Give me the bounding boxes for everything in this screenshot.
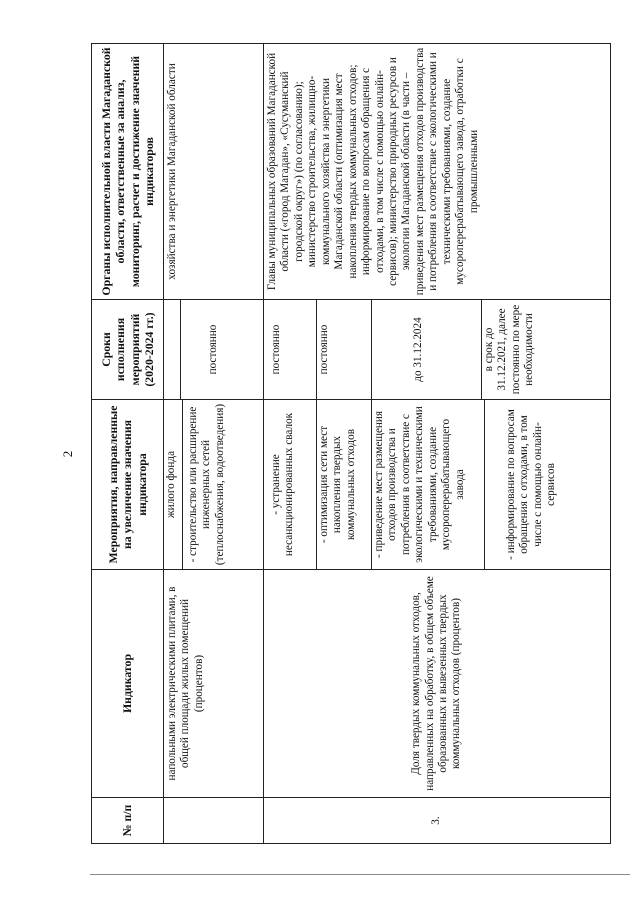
- table-row-continued: [164, 44, 264, 844]
- term-network: постоянно: [316, 300, 371, 399]
- header-bodies: Органы исполнительной власти Магаданской области, ответственные за анализ, мониторинг, расчет и достижение значений индикаторов: [92, 44, 164, 300]
- measure-dumps: - устранение несанкционированных свалок: [270, 412, 296, 557]
- header-indicator: Индикатор: [92, 570, 164, 798]
- cell-terms-prev: [164, 300, 264, 400]
- table-row-3: [264, 44, 611, 844]
- page-number: 2: [60, 450, 75, 458]
- term-disposal: до 31.12.2024: [371, 300, 481, 399]
- cell-indicator-prev: напольными электрическими плитами, в общей площади жилых помещений (процентов): [164, 570, 264, 798]
- term-networks: постоянно: [180, 300, 220, 399]
- header-measures: Мероприятия, направленные на увеличение значения индикатора: [92, 400, 164, 570]
- measure-network: - оптимизация сети мест накопления твердых коммунальных отходов: [316, 400, 371, 569]
- measure-cont: жилого фонда: [165, 450, 177, 519]
- measure-inform: - информирование по вопросам обращения с отходами, в том числе с помощью онлайн-сервисов: [484, 400, 559, 569]
- cell-indicator-3: Доля твердых коммунальных отходов, направленных на обработку, в общем объеме образованных и вывезенных твердых коммунальных отходов (процентов): [264, 570, 611, 798]
- rotated-page: [91, 44, 611, 844]
- cell-measures-prev: [164, 400, 264, 570]
- indicators-table: [91, 43, 611, 844]
- measure-disposal: - приведение мест размещения отходов производства и потребления в соответствие с экологическими и техническими требованиями, создание мусороперерабатывающего завода: [371, 400, 484, 569]
- term-dumps: постоянно: [270, 324, 282, 375]
- header-terms: Сроки исполнения мероприятий (2020-2024 гг.): [92, 300, 164, 400]
- header-num: № п/п: [92, 798, 164, 844]
- cell-terms-3: [264, 300, 611, 400]
- cell-measures-3: [264, 400, 611, 570]
- cell-bodies-prev: хозяйства и энергетики Магаданской области: [164, 44, 264, 300]
- measure-networks: - строительство или расширение инженерных сетей (теплоснабжения, водоотведения): [182, 400, 231, 569]
- term-inform: в срок до 31.12.2021, далее постоянно по мере необходимости: [481, 300, 538, 399]
- page-bottom-line: [90, 874, 630, 875]
- cell-bodies-3: Главы муниципальных образований Магаданской области («город Магадан», «Сусуманский городской округ») (по согласованию); министерство строительства, жилищно-коммунального хозяйства и энергетики Магаданской области (оптимизация мест накопления твердых коммунальных отходов; информирование по вопросам обращения с отходами, в том числе с помощью онлайн-сервисов); министерство природных ресурсов и экологии Магаданской области (в части – приведения мест размещения отходов производства и потребления в соответствие с экологическими и техническими требованиями, создание мусороперерабатывающего завода, отработки с промышленными: [264, 44, 611, 300]
- cell-num-prev: [164, 798, 264, 844]
- cell-num-3: 3.: [264, 798, 611, 844]
- table-header-row: [92, 44, 164, 844]
